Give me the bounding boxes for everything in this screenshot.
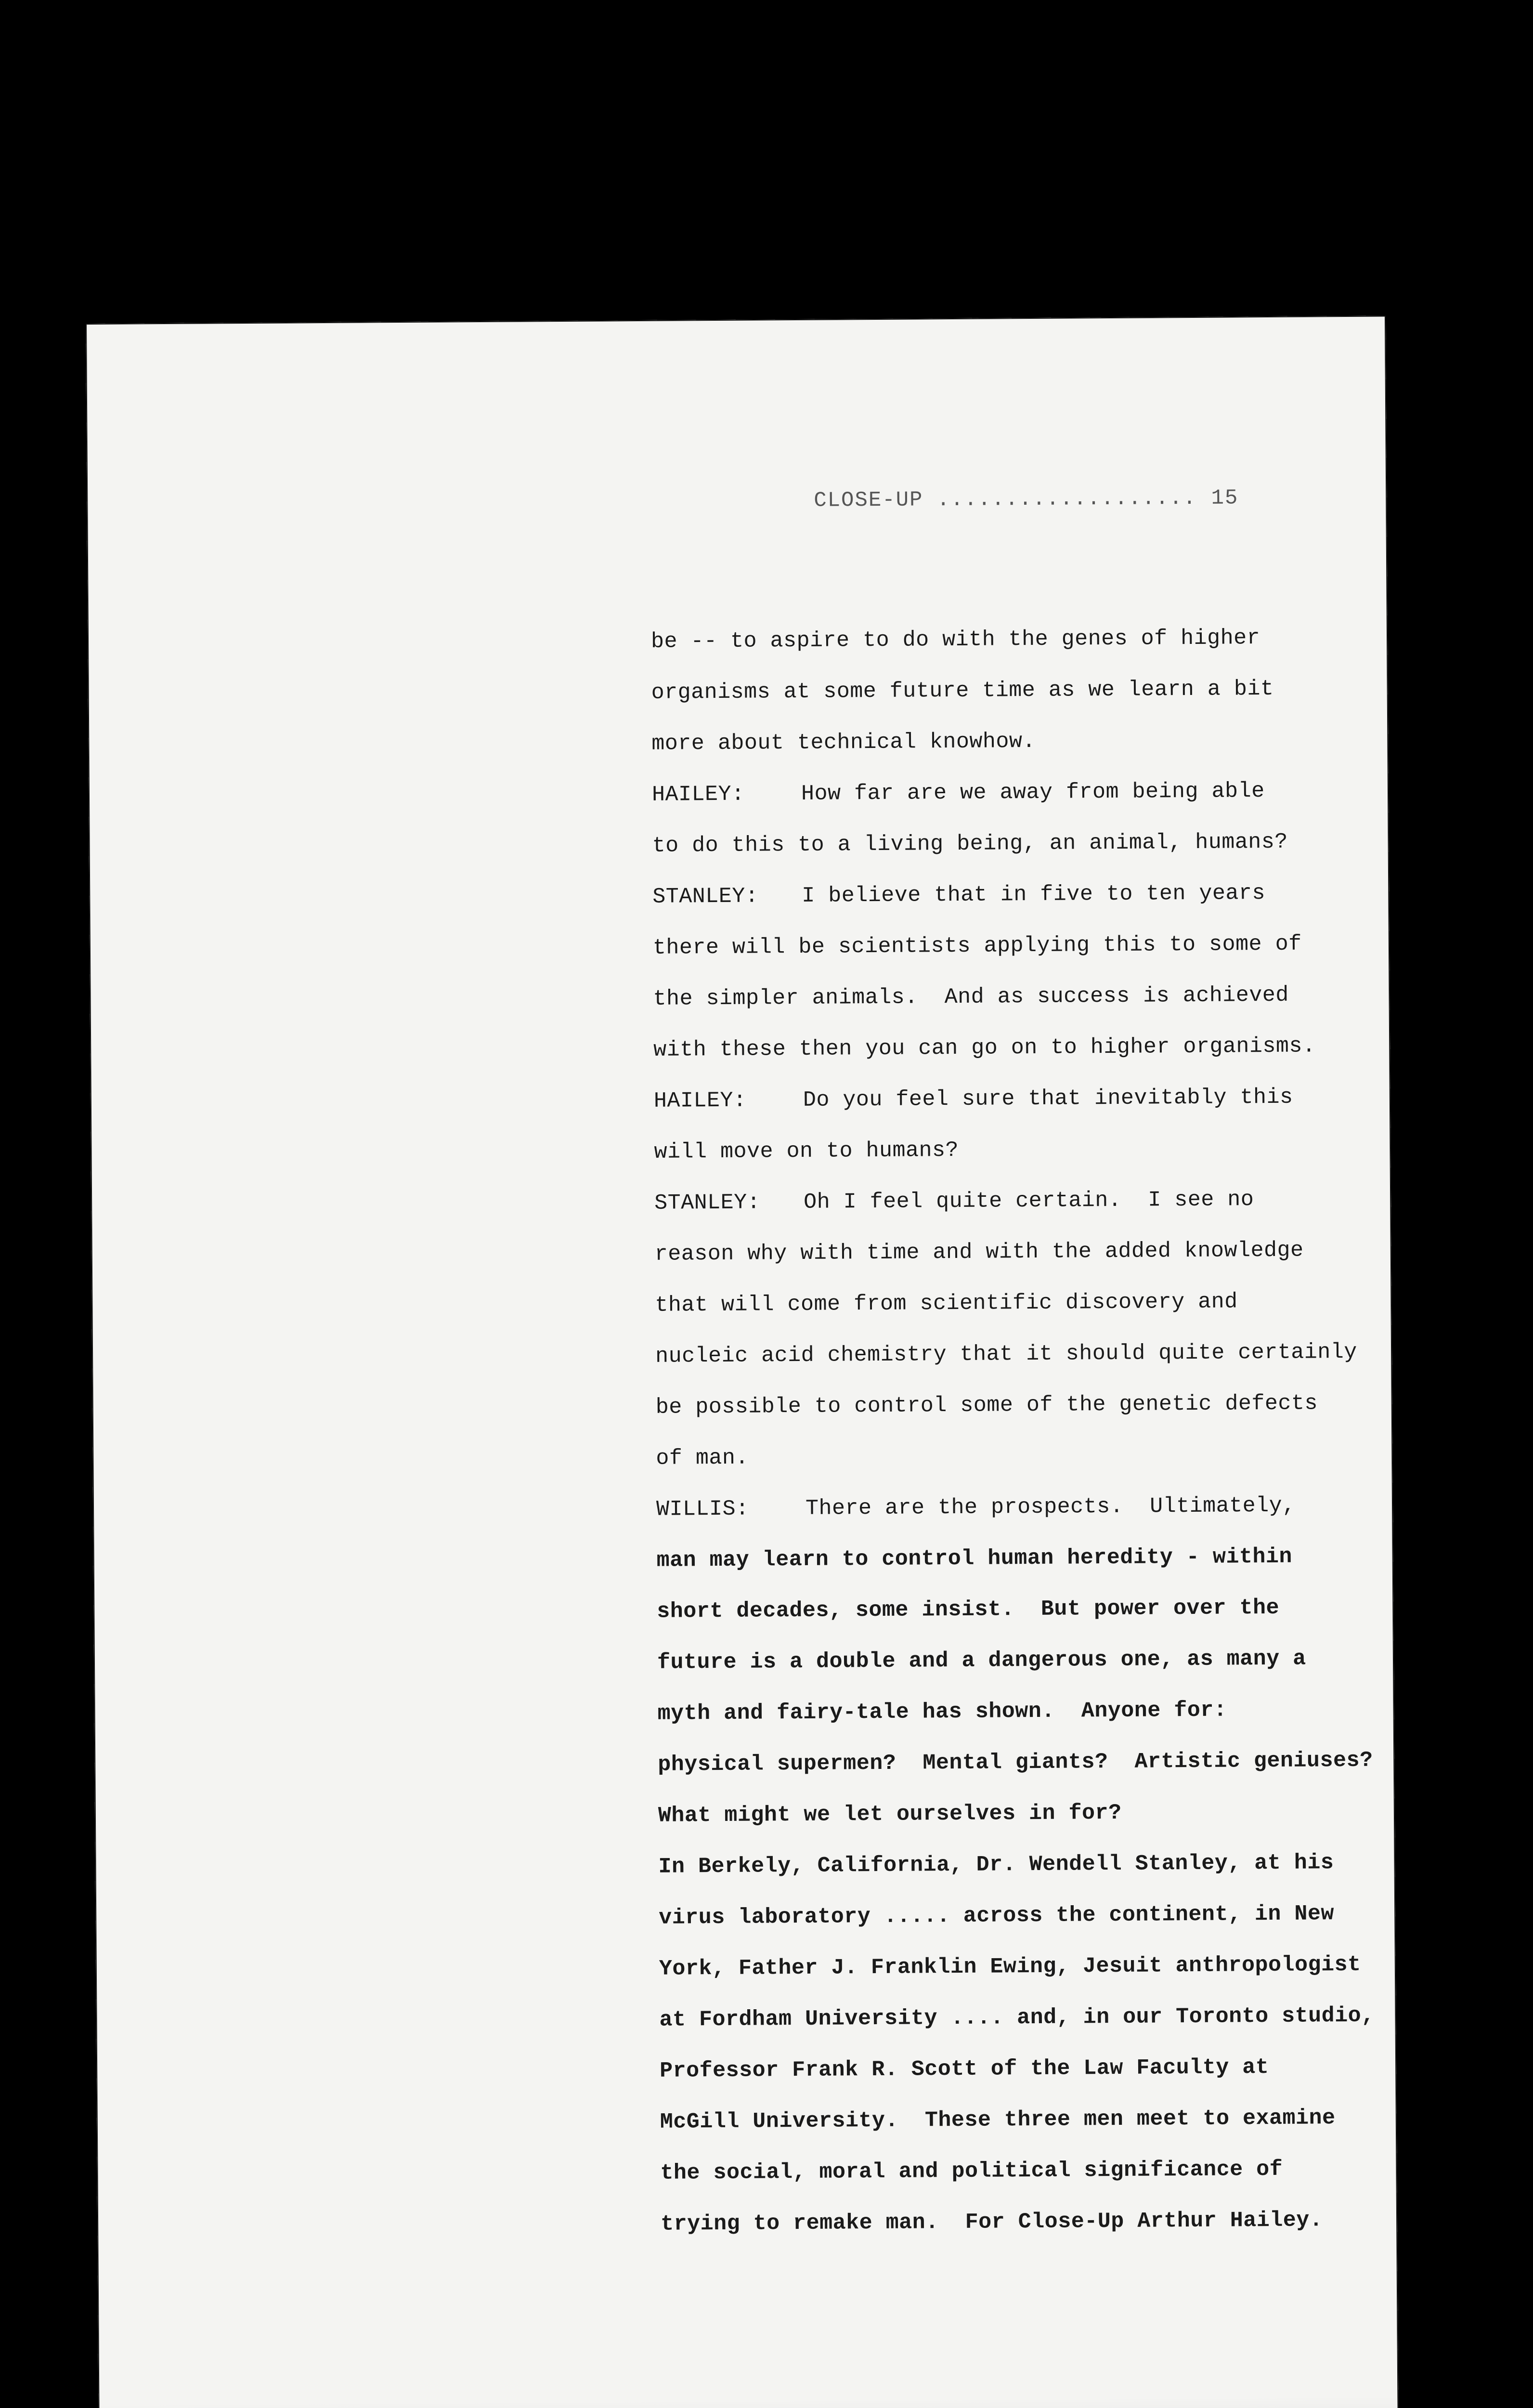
transcript-line (657, 1582, 1370, 1637)
speaker-name: HAILEY: (651, 782, 745, 807)
transcript-line (660, 2042, 1373, 2097)
line-text: virus laboratory ..... across the continent, in New (659, 1901, 1335, 1930)
line-text: Professor Frank R. Scott of the Law Faculty at (660, 2055, 1269, 2083)
transcript-line (652, 867, 1365, 923)
transcript-line (653, 969, 1366, 1025)
line-text: that will come from scientific discovery and (655, 1289, 1238, 1318)
transcript-line (656, 1531, 1369, 1586)
line-text: be possible to control some of the genetic defects (655, 1391, 1318, 1420)
page-number: 15 (1211, 486, 1239, 510)
transcript-line (656, 1429, 1369, 1484)
transcript-line (651, 714, 1364, 770)
line-text: How far are we away from being able (801, 779, 1265, 806)
line-text: with these then you can go on to higher organisms. (653, 1034, 1316, 1062)
line-text: Do you feel sure that inevitably this (803, 1085, 1293, 1112)
transcript-line (656, 1480, 1369, 1535)
transcript-line (658, 1735, 1371, 1791)
line-text: to do this to a living being, an animal, humans? (652, 829, 1288, 858)
transcript-line (655, 1327, 1368, 1382)
transcript-line (659, 1939, 1372, 1995)
line-text: myth and fairy-tale has shown. Anyone for: (657, 1698, 1227, 1726)
line-text: reason why with time and with the added knowledge (654, 1238, 1304, 1267)
line-text: Oh I feel quite certain. I see no (804, 1187, 1254, 1215)
transcript-line (660, 2144, 1373, 2199)
transcript-line (655, 1276, 1368, 1331)
transcript-line (654, 1174, 1367, 1229)
header-title: CLOSE-UP ................... (814, 486, 1197, 513)
transcript-line (651, 663, 1364, 719)
transcript-line (653, 918, 1366, 974)
transcript-line (659, 1888, 1372, 1944)
line-text: In Berkely, California, Dr. Wendell Stanley, at his (658, 1850, 1334, 1879)
transcript-body (651, 612, 1374, 2250)
transcript-line (654, 1123, 1367, 1178)
speaker-name: HAILEY: (653, 1088, 747, 1113)
transcript-line (661, 2195, 1374, 2250)
transcript-line (655, 1378, 1368, 1433)
line-text: man may learn to control human heredity - within (656, 1544, 1293, 1573)
line-text: the simpler animals. And as success is achieved (653, 982, 1289, 1011)
line-text: McGill University. These three men meet to examine (660, 2106, 1336, 2134)
page-header (814, 486, 1238, 512)
speaker-name: WILLIS: (656, 1496, 749, 1522)
document-page (86, 316, 1399, 2408)
line-text: the social, moral and political significance of (660, 2157, 1283, 2186)
line-text: there will be scientists applying this to some of (652, 931, 1302, 960)
transcript-line (651, 612, 1364, 667)
line-text: York, Father J. Franklin Ewing, Jesuit anthropologist (659, 1952, 1361, 1981)
line-text: nucleic acid chemistry that it should quite certainly (655, 1339, 1357, 1369)
transcript-line (657, 1633, 1370, 1688)
line-text: at Fordham University .... and, in our Toronto studio, (659, 2003, 1375, 2032)
speaker-name: STANLEY: (654, 1190, 761, 1216)
transcript-line (655, 1225, 1368, 1280)
speaker-name: STANLEY: (652, 884, 759, 909)
line-text: What might we let ourselves in for? (658, 1800, 1122, 1828)
line-text: of man. (656, 1445, 749, 1471)
line-text: organisms at some future time as we learn a bit (651, 676, 1274, 705)
line-text: more about technical knowhow. (651, 729, 1036, 756)
line-text: future is a double and a dangerous one, as many a (657, 1646, 1306, 1675)
line-text: short decades, some insist. But power over the (657, 1595, 1280, 1624)
transcript-line (653, 1021, 1366, 1076)
line-text: will move on to humans? (654, 1138, 959, 1165)
transcript-line (654, 1072, 1367, 1127)
line-text: I believe that in five to ten years (802, 881, 1266, 908)
transcript-line (657, 1684, 1370, 1740)
transcript-line (652, 765, 1365, 821)
transcript-line (658, 1786, 1371, 1842)
transcript-line (659, 1990, 1375, 2046)
transcript-line (652, 816, 1365, 872)
line-text: be -- to aspire to do with the genes of higher (650, 626, 1260, 654)
transcript-line (660, 2093, 1373, 2148)
line-text: trying to remake man. For Close-Up Arthur Hailey. (660, 2208, 1323, 2237)
transcript-line (658, 1837, 1371, 1893)
line-text: physical supermen? Mental giants? Artistic geniuses? (658, 1748, 1373, 1777)
line-text: There are the prospects. Ultimately, (805, 1493, 1296, 1521)
